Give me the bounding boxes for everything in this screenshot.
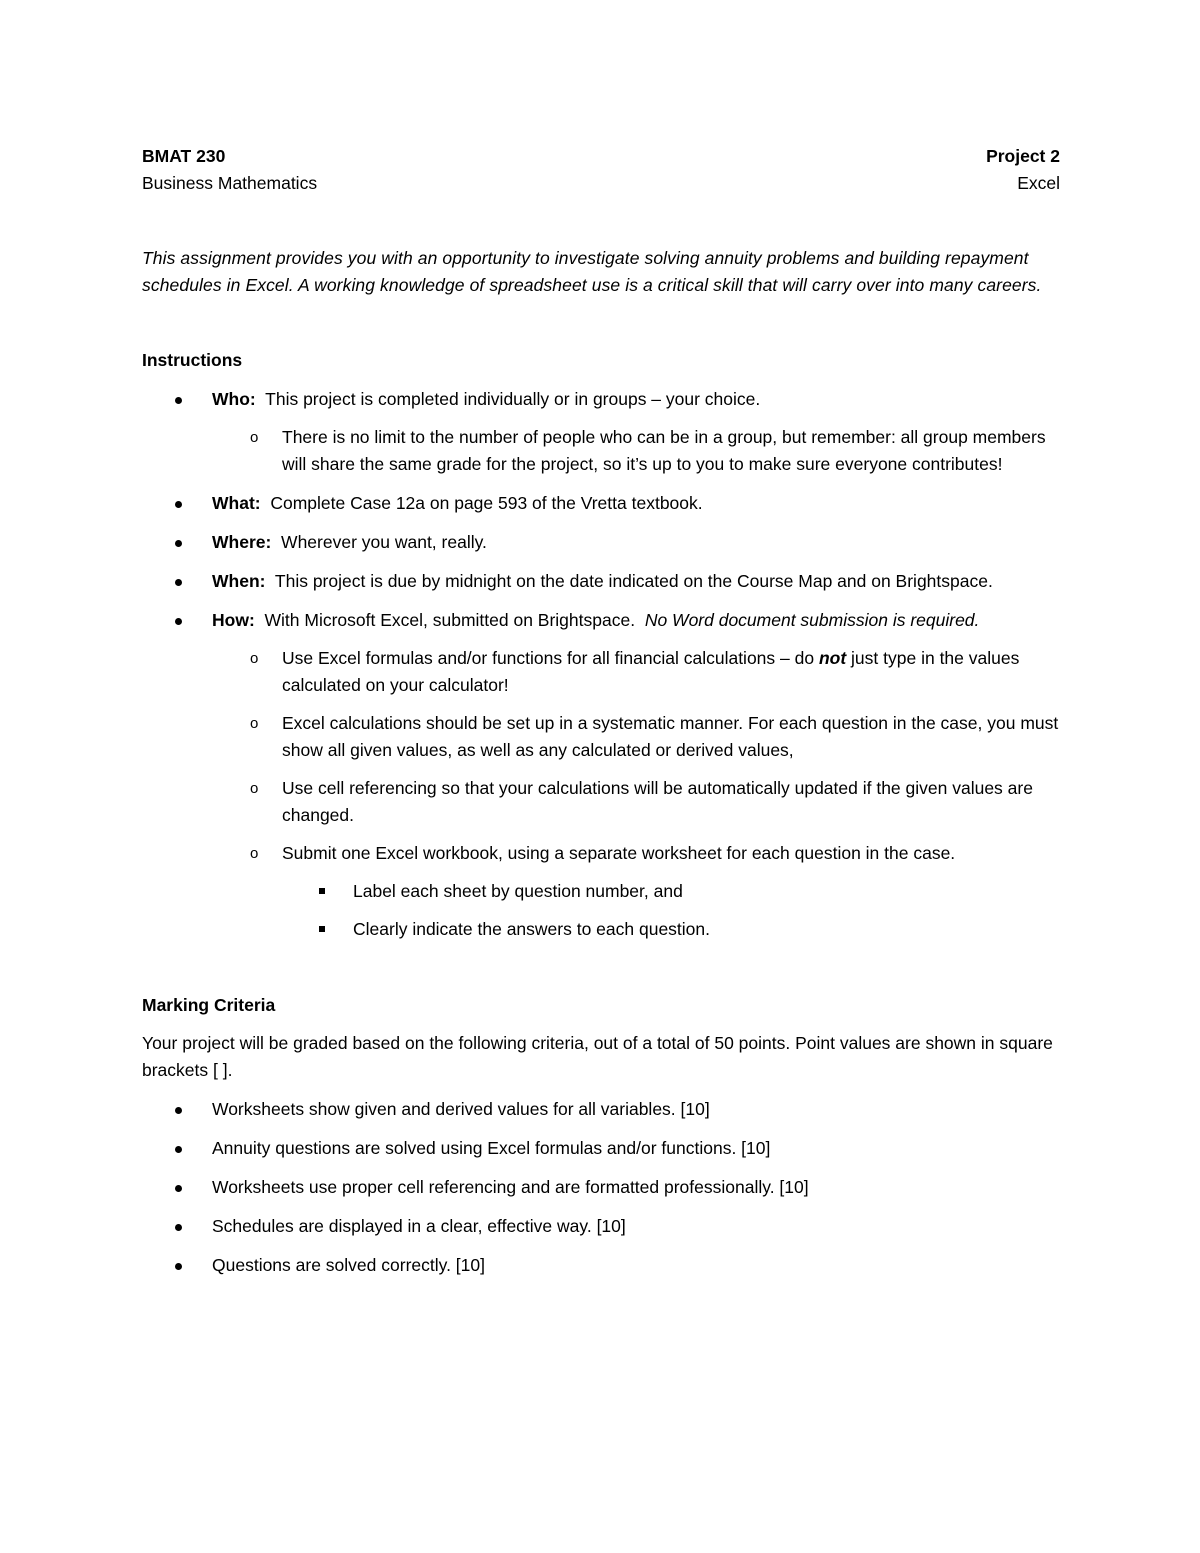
how-sub1-text-a: Use Excel formulas and/or functions for all financial calculations – do [282,648,815,668]
where-label: Where: [212,532,272,552]
how-sub1-emphasis: not [818,648,847,668]
how-italic-note: No Word document submission is required. [644,610,980,630]
header-row-2 [142,170,1060,197]
how-text: With Microsoft Excel, submitted on Brightspace. [264,610,636,630]
project-tool: Excel [1017,173,1060,193]
how-sub1-text-b: just type in the values calculated on your calculator! [282,648,1020,695]
instruction-when [142,568,1060,595]
how-sub4-text: Submit one Excel workbook, using a separate worksheet for each question in the case. [282,843,956,863]
how-sublist [212,645,1060,943]
how-sub-item-referencing: o Use cell referencing so that your calculations will be automatically updated if the given values are changed. [212,775,1060,829]
what-text: Complete Case 12a on page 593 of the Vretta textbook. [270,493,703,513]
who-sub-item: o There is no limit to the number of people who can be in a group, but remember: all group members will share the same grade for the project, so it’s up to you to make sure everyone contributes! [212,424,1060,478]
criteria-item: Schedules are displayed in a clear, effective way. [10] [142,1213,1060,1240]
instruction-how [142,607,1060,943]
criteria-item: Worksheets show given and derived values for all variables. [10] [142,1096,1060,1123]
workbook-sub-item: Clearly indicate the answers to each question. [282,916,1060,943]
document-content [142,143,1060,1279]
criteria-item: Worksheets use proper cell referencing and are formatted professionally. [10] [142,1174,1060,1201]
where-text: Wherever you want, really. [281,532,487,552]
what-label: What: [212,493,261,513]
intro-paragraph: This assignment provides you with an opportunity to investigate solving annuity problems and building repayment schedules in Excel. A working knowledge of spreadsheet use is a critical skill that will carry over into many careers. [142,248,1042,295]
course-name: Business Mathematics [142,173,318,193]
course-code: BMAT 230 [142,146,226,166]
instruction-who [142,386,1060,478]
instruction-where [142,529,1060,556]
how-sub-item-systematic: o Excel calculations should be set up in a systematic manner. For each question in the case, you must show all given values, as well as any calculated or derived values, [212,710,1060,764]
marking-criteria-heading: Marking Criteria [142,995,276,1015]
when-text: This project is due by midnight on the date indicated on the Course Map and on Brightspace. [274,571,993,591]
criteria-item: Questions are solved correctly. [10] [142,1252,1060,1279]
how-sub-item-workbook [212,840,1060,943]
marking-criteria-list [142,1096,1060,1279]
instructions-list [142,386,1060,943]
project-number: Project 2 [986,146,1060,166]
who-text: This project is completed individually or in groups – your choice. [265,389,761,409]
how-sub-item-formulas [212,645,1060,699]
workbook-sublist [282,878,1060,943]
when-label: When: [212,571,266,591]
instructions-heading: Instructions [142,350,243,370]
who-label: Who: [212,389,256,409]
how-label: How: [212,610,255,630]
marking-criteria-intro: Your project will be graded based on the following criteria, out of a total of 50 points. Point values are shown in square brackets [ ]. [142,1033,1053,1080]
header-row-1 [142,143,1060,170]
criteria-item: Annuity questions are solved using Excel formulas and/or functions. [10] [142,1135,1060,1162]
who-sublist [212,424,1060,478]
workbook-sub-item: Label each sheet by question number, and [282,878,1060,905]
instruction-what [142,490,1060,517]
